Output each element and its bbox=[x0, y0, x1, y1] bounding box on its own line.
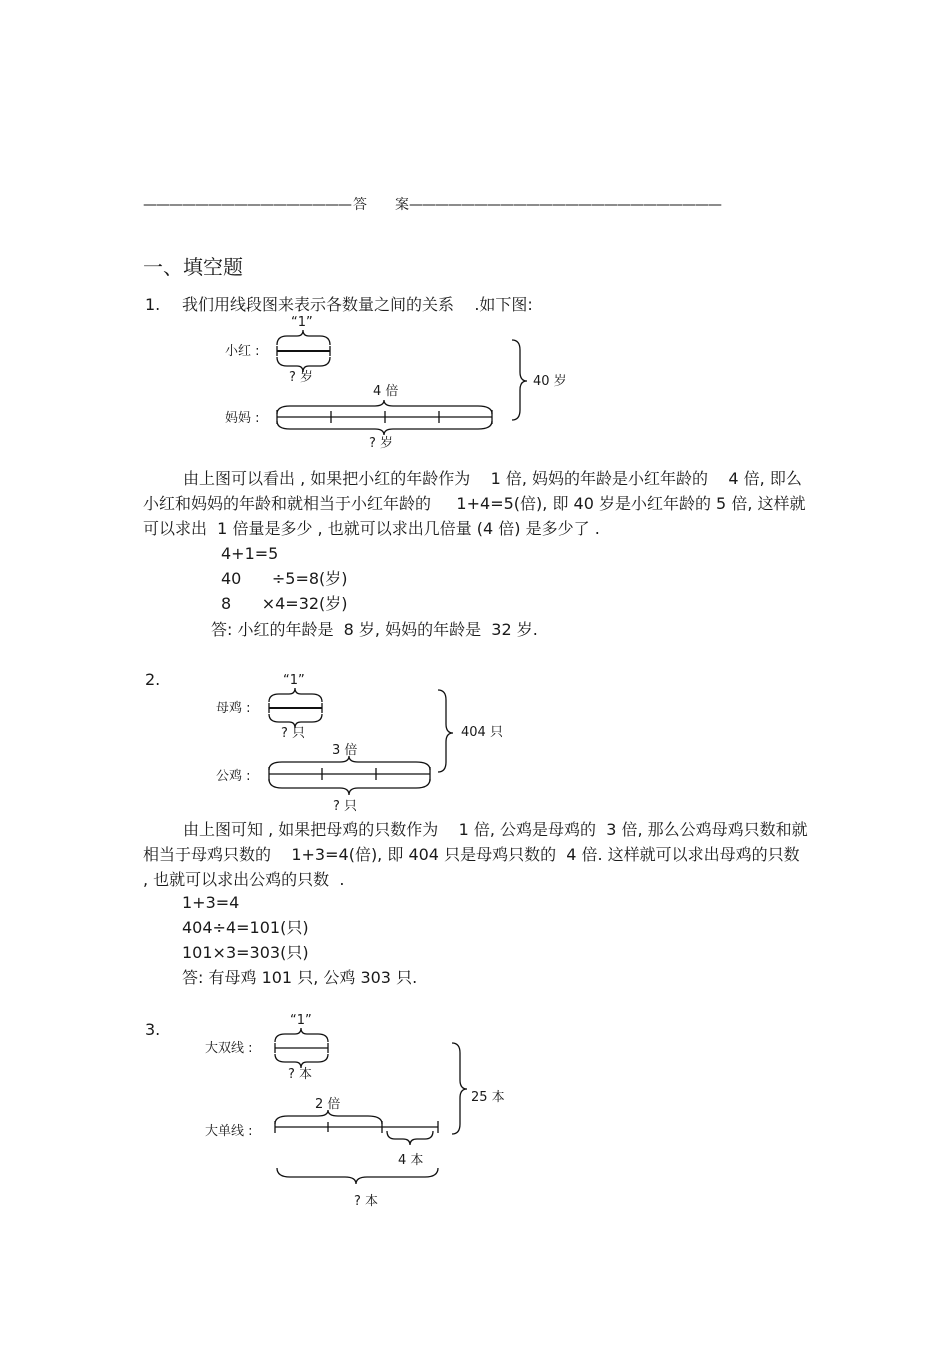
problem2-calc2: 404÷4=101(只) bbox=[182, 918, 309, 937]
p3-extra-label: 4 本 bbox=[398, 1153, 424, 1168]
header-answer-char2: 案 bbox=[395, 197, 409, 213]
problem1-explanation-text: 由上图可以看出 , 如果把小红的年龄作为 1 倍, 妈妈的年龄是小红年龄的 4 倍, 即么小红和妈妈的年龄和就相当于小红年龄的 1+4=5(倍), 即 40 岁是小红年龄的 5 倍, 这样就可以求出 1 倍量是多少 , 也就可以求出几倍量 (4 倍) 是多少了 . bbox=[143, 469, 806, 538]
p1-row2-question: ? 岁 bbox=[369, 436, 394, 451]
p1-times-brace bbox=[277, 400, 492, 414]
problem2-calc1: 1+3=4 bbox=[182, 893, 240, 912]
p3-unit-label: “1” bbox=[290, 1013, 312, 1028]
p1-unit-brace bbox=[277, 330, 330, 345]
problem1-number: 1. bbox=[145, 295, 161, 314]
p2-total-brace bbox=[438, 690, 453, 772]
problem1-answer: 答: 小红的年龄是 8 岁, 妈妈的年龄是 32 岁. bbox=[211, 620, 538, 639]
p1-unit-label: “1” bbox=[291, 315, 313, 330]
problem3-number: 3. bbox=[145, 1020, 161, 1039]
p2-gongji-question-brace bbox=[269, 779, 430, 795]
p2-times-label: 3 倍 bbox=[332, 743, 358, 758]
p1-row2-label: 妈妈 : bbox=[225, 411, 260, 426]
header-dashes-left: ———————————————— bbox=[143, 197, 351, 213]
p2-row2-question: ? 只 bbox=[333, 799, 358, 814]
p3-row1-question: ? 本 bbox=[288, 1067, 313, 1082]
p1-mama-question-brace bbox=[277, 421, 492, 435]
p3-row1-label: 大双线 : bbox=[205, 1041, 253, 1056]
p1-row1-label: 小红 : bbox=[225, 344, 260, 359]
p2-unit-brace bbox=[269, 688, 322, 702]
p1-total-brace bbox=[512, 340, 527, 420]
problem1-explanation bbox=[143, 466, 808, 541]
header-answer-char1: 答 bbox=[353, 197, 367, 213]
p3-dandan-question-brace bbox=[277, 1168, 438, 1184]
answer-header bbox=[143, 195, 721, 215]
p2-unit-label: “1” bbox=[283, 673, 305, 688]
section-title: 一、填空题 bbox=[143, 255, 243, 279]
p2-row1-question: ? 只 bbox=[281, 726, 306, 741]
problem2-answer: 答: 有母鸡 101 只, 公鸡 303 只. bbox=[182, 968, 418, 987]
p3-times-label: 2 倍 bbox=[315, 1097, 341, 1112]
p3-question-brace bbox=[275, 1054, 328, 1068]
p3-extra-brace bbox=[387, 1131, 433, 1145]
problem1-calc1: 4+1=5 bbox=[221, 544, 279, 563]
header-dashes-right: ———————————————————————— bbox=[409, 197, 721, 213]
p3-row2-question: ? 本 bbox=[354, 1194, 379, 1209]
p2-total-label: 404 只 bbox=[461, 725, 503, 740]
p1-row1-question: ? 岁 bbox=[289, 370, 314, 385]
problem1-intro: 我们用线段图来表示各数量之间的关系 .如下图: bbox=[182, 295, 533, 314]
p3-unit-brace bbox=[275, 1028, 328, 1042]
p1-times-label: 4 倍 bbox=[373, 384, 399, 399]
p3-total-brace bbox=[452, 1043, 467, 1134]
problem1-calc2: 40 ÷5=8(岁) bbox=[221, 569, 348, 588]
p1-total-label: 40 岁 bbox=[533, 374, 567, 389]
problem1-calc3: 8 ×4=32(岁) bbox=[221, 594, 348, 613]
p3-total-label: 25 本 bbox=[471, 1090, 505, 1105]
problem2-calc3: 101×3=303(只) bbox=[182, 943, 309, 962]
p3-row2-label: 大单线 : bbox=[205, 1124, 253, 1139]
p2-row1-label: 母鸡 : bbox=[216, 701, 251, 716]
problem2-explanation bbox=[143, 817, 808, 892]
p2-row2-label: 公鸡 : bbox=[216, 769, 251, 784]
problem2-number: 2. bbox=[145, 670, 161, 689]
problem2-explanation-text: 由上图可知 , 如果把母鸡的只数作为 1 倍, 公鸡是母鸡的 3 倍, 那么公鸡母鸡只数和就相当于母鸡只数的 1+3=4(倍), 即 404 只是母鸡只数的 4 倍. 这样就可以求出母鸡的只数 , 也就可以求出公鸡的只数 . bbox=[143, 820, 808, 889]
